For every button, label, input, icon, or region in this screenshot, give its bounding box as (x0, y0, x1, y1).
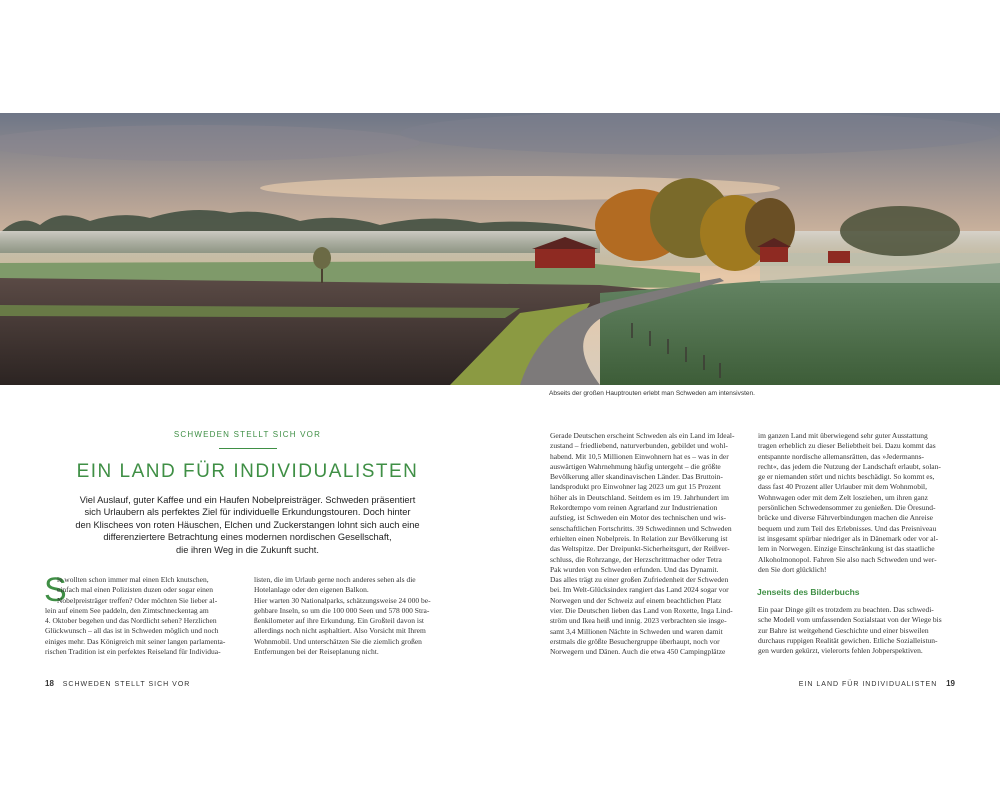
body-line: einfach mal einen Polizisten duzen oder sogar einen (57, 585, 213, 595)
body-line: persönlichen Schwedensommer zu genießen. Die Öresund- (758, 503, 936, 513)
body-line: ist insgesamt spürbar niedriger als in Dänemark oder vor al- (758, 533, 939, 543)
body-line: Pak wurden von Schweden erfunden. Und das Dynamit. (550, 564, 719, 574)
body-line: auswärtigen Wahrnehmung häufig untergeht – die größte (550, 461, 721, 471)
body-line: Bevölkerung aller skandinavischen Länder. Das Bruttoin- (550, 472, 723, 482)
body-line: rischen Tradition ist ein perfektes Reiseland für Individua- (45, 647, 221, 657)
body-line: ström und Ikea heiß und innig. 2023 verbrachten sie insge- (550, 616, 727, 626)
subheading: Jenseits des Bilderbuchs (757, 587, 860, 597)
body-line: Norwegern und Dänen. Auch die etwa 450 Campingplätze (550, 647, 726, 657)
lead-line: die ihren Weg in die Zukunft sucht. (176, 544, 319, 555)
body-line: Das alles trägt zu einer großen Zufriedenheit der Schweden (550, 575, 729, 585)
lead-paragraph (55, 494, 440, 556)
body-line: höher als in Deutschland. Seitdem es im 19. Jahrhundert im (550, 492, 729, 502)
kicker-divider (219, 448, 277, 449)
body-line: schluss, die Rohrzange, der Herzschrittmacher oder Tetra (550, 554, 722, 564)
body-line: Rekordtempo vom reinen Agrarland zur Industrienation (550, 503, 718, 513)
body-line: zustand – friedliebend, naturverbunden, gebildet und wohl- (550, 441, 728, 451)
body-line: Entfernungen bei der Reiseplanung nicht. (254, 647, 379, 657)
body-line: brücke und diverse Fährverbindungen machen die Anreise (758, 513, 933, 523)
body-line: den Sie dort glücklich! (758, 564, 827, 574)
body-line: vier. Die Deutschen lieben das Land von Roxette, Inga Lind- (550, 606, 733, 616)
body-line: gen wurden gekürzt, vielerorts fehlen Jobperspektiven. (758, 646, 923, 656)
body-line: recht«, das jedem die Nutzung der Landschaft erlaubt, solan- (758, 461, 941, 471)
body-line: lein auf einem See paddeln, den Zimtschneckentag am (45, 605, 209, 615)
lead-line: sich Urlaubern als perfektes Ziel für individuelle Erkundungstouren. Doch hinter (84, 507, 411, 518)
body-line: zur Bahre ist weitgehend Geschichte und einer bisweilen (758, 625, 929, 635)
body-line: ie wollten schon immer mal einen Elch knutschen, (57, 575, 209, 584)
body-line: erstmals die größte Besuchergruppe überhaupt, noch vor (550, 636, 720, 646)
body-column-4b (758, 605, 958, 656)
article-headline: EIN LAND FÜR INDIVIDUALISTEN (76, 461, 419, 482)
body-line: Ein paar Dinge gilt es trotzdem zu beachten. Das schwedi- (758, 605, 934, 614)
lead-line: differenziertere Betrachtung eines modernen nordischen Gesellschaft, (103, 532, 392, 543)
body-line: Alkoholmonopol. Fahren Sie also nach Schweden und wer- (758, 554, 937, 564)
body-line: bei. Im Welt-Glücksindex rangiert das Land 2024 sogar vor (550, 585, 729, 595)
section-kicker: SCHWEDEN STELLT SICH VOR (173, 430, 322, 439)
body-line: erhielten einen Nobelpreis. In Relation zur Bevölkerung ist (550, 533, 728, 543)
lead-line: den Klischees von roten Häuschen, Elchen und Zuckerstangen lohnt sich auch eine (75, 519, 420, 530)
folio-left (45, 679, 190, 688)
body-line: durchaus ruppigen Realität gewichen. Etliche Sozialleistun- (758, 635, 938, 645)
drop-cap: S (44, 571, 67, 609)
body-line: aufstieg, ist Schweden ein Motor des technischen und wis- (550, 513, 727, 523)
body-line: einiges mehr. Das Königreich mit seiner langen parlamenta- (45, 636, 226, 646)
body-column-1 (44, 571, 245, 657)
body-line: ge er niemanden stört und nichts beschädigt. So kommt es, (758, 472, 935, 482)
lead-line: Viel Auslauf, guter Kaffee und ein Haufen Nobelpreisträger. Schweden präsentiert (79, 495, 416, 505)
body-column-4 (758, 431, 958, 575)
body-line: das Weltspitze. Der Dreipunkt-Sicherheitsgurt, der Reißver- (550, 544, 730, 554)
page-number: 18 (45, 679, 54, 688)
body-line: landsprodukt pro Einwohner lag 2023 um gut 15 Prozent (550, 482, 721, 492)
body-line: tragen erheblich zu dieser Beliebtheit bei. Dazu kommt das (758, 441, 936, 451)
body-column-2 (254, 575, 454, 657)
landscape-photo (0, 113, 1000, 385)
body-line: lem in Norwegen. Einzige Einschränkung ist das staatliche (758, 544, 935, 554)
body-line: Wohnmobil. Und unterschätzen Sie die ziemlich großen (254, 636, 422, 646)
body-line: Norwegen und der Schweiz auf einem beachtlichen Platz (550, 595, 722, 605)
body-line: 4. Oktober begehen und das Nordlicht sehen? Herzlichen (45, 616, 217, 626)
body-line: gehbare Inseln, so um die 100 000 Seen und 578 000 Stra- (254, 605, 430, 615)
running-head: SCHWEDEN STELLT SICH VOR (62, 681, 191, 688)
running-head: EIN LAND FÜR INDIVIDUALISTEN (798, 681, 938, 688)
body-line: Nobelpreisträger treffen? Oder möchten Sie lieber al- (57, 595, 218, 605)
body-line: ßenkilometer auf ihre Erkundung. Ein Großteil davon ist (254, 616, 424, 626)
body-line: entspannte nordische allemansrätten, das »Jedermanns- (758, 451, 924, 461)
body-line: senschaftlichen Fortschritts. 39 Schwedinnen und Schweden (550, 523, 732, 533)
page-number: 19 (946, 679, 955, 688)
body-line: Hier warten 30 Nationalparks, schätzungsweise 24 000 be- (254, 595, 431, 605)
body-line: allerdings noch nicht asphaltiert. Also Vorsicht mit Ihrem (254, 626, 426, 636)
body-line: im ganzen Land mit überwiegend sehr guter Ausstattung (758, 431, 928, 440)
folio-right (799, 679, 955, 688)
body-line: Glückwunsch – all das ist in Schweden möglich und noch (45, 626, 219, 636)
body-line: Wohnwagen oder mit dem Zelt losziehen, um ihren ganz (758, 492, 928, 502)
photo-caption: Abseits der großen Hauptrouten erlebt man Schweden am intensivsten. (549, 390, 755, 397)
body-line: Gerade Deutschen erscheint Schweden als ein Land im Ideal- (550, 431, 735, 440)
body-line: samt 3,4 Millionen Nächte in Schweden und waren damit (550, 626, 723, 636)
body-line: Hotelanlage oder den eigenen Balkon. (254, 585, 369, 595)
body-line: habend. Mit 10,5 Millionen Einwohnern hat es – was in der (550, 451, 729, 461)
body-line: dass fast 40 Prozent aller Urlauber mit dem Wohnmobil, (758, 482, 928, 492)
body-line: bequem und zum Teil des Erlebnisses. Und das Preisniveau (758, 523, 937, 533)
body-line: sche Modell vom umfassenden Sozialstaat von der Wiege bis (758, 615, 942, 625)
body-line: listen, die im Urlaub gerne noch anderes sehen als die (254, 575, 416, 584)
body-column-3 (550, 431, 750, 658)
